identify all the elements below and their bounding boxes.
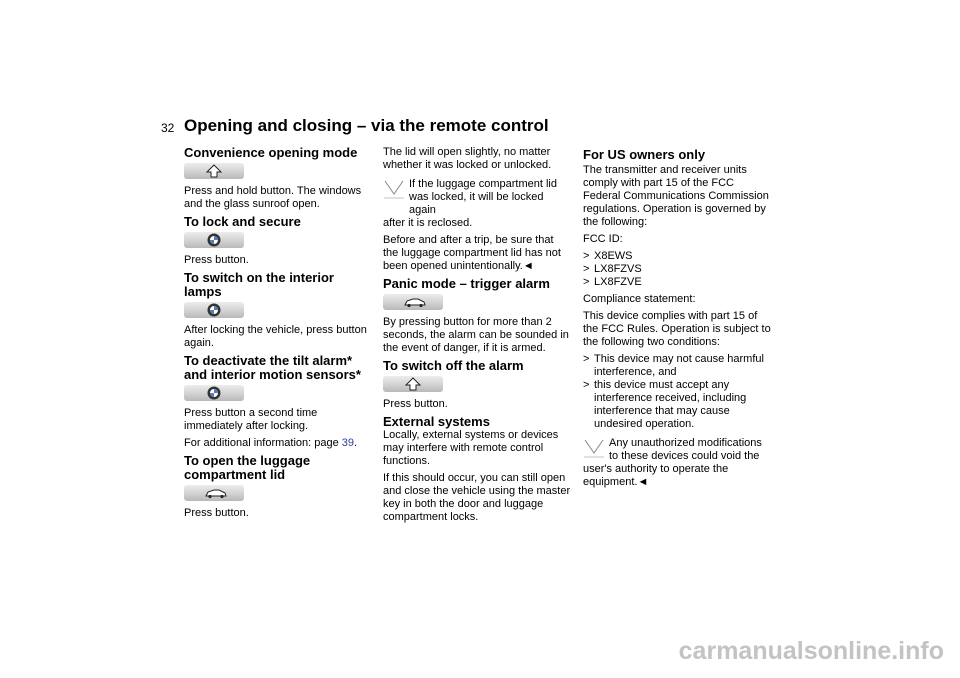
remote-button-trunk xyxy=(184,485,244,501)
conditions-list xyxy=(583,353,771,431)
heading-tilt-alarm: To deactivate the tilt alarm* and interior motion sensors* xyxy=(184,353,361,382)
heading-lock-secure: To lock and secure xyxy=(184,214,301,229)
remote-button-lock xyxy=(184,385,244,401)
fcc-label: FCC ID: xyxy=(583,233,623,245)
paragraph: After locking the vehicle, press button again. xyxy=(184,324,367,349)
bmw-roundel-icon xyxy=(205,232,223,248)
heading-panic-mode: Panic mode – trigger alarm xyxy=(383,276,550,291)
remote-button-lock xyxy=(184,232,244,248)
remote-button-unlock xyxy=(383,376,443,392)
paragraph: The transmitter and receiver units comply with part 15 of the FCC Federal Communications Commission regulations. Operation is governed by the following: xyxy=(583,164,769,228)
paragraph: Press button a second time immediately after locking. xyxy=(184,407,318,432)
column-1 xyxy=(184,146,372,524)
heading-external-systems: External systems xyxy=(383,414,490,429)
list-item xyxy=(583,379,771,431)
remote-button-unlock xyxy=(184,163,244,179)
reference-text: For additional information: page xyxy=(184,437,342,449)
page-number: 32 xyxy=(161,121,175,135)
home-arrow-icon xyxy=(205,163,223,179)
reference-suffix: . xyxy=(354,437,358,449)
paragraph: Press button. xyxy=(184,507,249,519)
note-triangle-icon xyxy=(383,179,405,199)
watermark: carmanualsonline.info xyxy=(678,637,944,665)
home-arrow-icon xyxy=(404,376,422,392)
page-link[interactable]: 39 xyxy=(341,437,355,449)
list-item xyxy=(583,276,771,289)
list-item xyxy=(583,263,771,276)
list-item xyxy=(583,250,771,263)
heading-us-owners: For US owners only xyxy=(583,147,706,162)
paragraph: The lid will open slightly, no matter whether it was locked or unlocked. xyxy=(383,146,552,171)
note-triangle-icon xyxy=(583,438,605,458)
note-box xyxy=(583,437,771,489)
remote-button-lock xyxy=(184,302,244,318)
remote-button-trunk xyxy=(383,294,443,310)
car-trunk-icon xyxy=(205,485,227,501)
compliance-label: Compliance statement: xyxy=(583,293,696,305)
bmw-roundel-icon xyxy=(205,385,223,401)
paragraph: This device complies with part 15 of the FCC Rules. Operation is subject to the following two conditions: xyxy=(583,310,771,348)
paragraph: By pressing button for more than 2 seconds, the alarm can be sounded in the event of danger, if it is armed. xyxy=(383,316,569,354)
fcc-id-list xyxy=(583,250,771,289)
bullet-mark: > xyxy=(583,379,590,391)
heading-open-luggage: To open the luggage compartment lid xyxy=(184,453,311,482)
list-item xyxy=(583,353,771,379)
bullet-mark: > xyxy=(583,276,590,288)
note-text: after it is reclosed. xyxy=(383,217,473,229)
fcc-id: LX8FZVE xyxy=(594,276,642,288)
condition-text: This device may not cause harmful interference, and xyxy=(594,353,764,378)
column-2 xyxy=(383,146,571,528)
bullet-mark: > xyxy=(583,250,590,262)
heading-convenience-opening: Convenience opening mode xyxy=(184,145,358,160)
paragraph: If this should occur, you can still open and close the vehicle using the master key in both the door and luggage compartment locks. xyxy=(383,472,571,523)
paragraph: Press and hold button. The windows and the glass sunroof open. xyxy=(184,185,362,210)
paragraph: Press button. xyxy=(184,254,249,266)
bmw-roundel-icon xyxy=(205,302,223,318)
bullet-mark: > xyxy=(583,263,590,275)
heading-interior-lamps: To switch on the interior lamps xyxy=(184,270,334,299)
paragraph xyxy=(383,234,571,273)
condition-text: this device must accept any interference received, including interference that may cause undesired operation. xyxy=(594,379,747,430)
end-mark: ◄ xyxy=(522,260,534,272)
end-mark: ◄ xyxy=(637,476,649,488)
note-text: Before and after a trip, be sure that the luggage compartment lid has not been opened unintentionally. xyxy=(383,234,561,272)
note-box xyxy=(383,178,571,230)
fcc-id: X8EWS xyxy=(594,250,633,262)
fcc-id: LX8FZVS xyxy=(594,263,642,275)
heading-switch-off-alarm: To switch off the alarm xyxy=(383,358,524,373)
note-text: Any unauthorized modifications to these devices could void the xyxy=(609,437,762,462)
note-text xyxy=(583,463,771,489)
note-text-end: user's authority to operate the equipment. xyxy=(583,463,729,488)
column-3 xyxy=(583,146,771,493)
paragraph: Press button. xyxy=(383,398,448,410)
bullet-mark: > xyxy=(583,353,590,365)
paragraph-reference xyxy=(184,437,372,450)
note-text: If the luggage compartment lid was locked, it will be locked again xyxy=(409,178,557,216)
paragraph: Locally, external systems or devices may interfere with remote control functions. xyxy=(383,429,559,467)
page-title: Opening and closing – via the remote control xyxy=(184,116,549,135)
car-trunk-icon xyxy=(404,294,426,310)
